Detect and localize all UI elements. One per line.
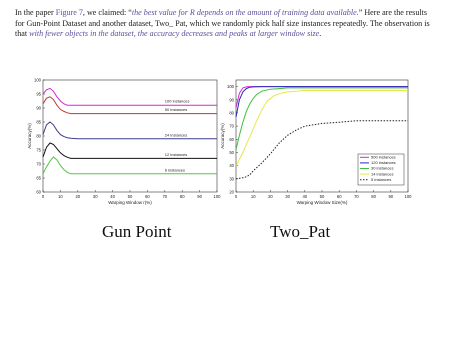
x-tick-label: 90 (388, 194, 394, 199)
x-tick-label: 30 (285, 194, 290, 199)
gun-point-chart (27, 74, 225, 214)
x-tick-label: 100 (213, 194, 221, 199)
figure-reference-link[interactable]: Figure 7 (55, 8, 83, 17)
y-tick-label: 70 (229, 123, 234, 129)
x-tick-label: 50 (127, 194, 133, 199)
x-tick-label: 10 (58, 194, 63, 199)
y-tick-label: 90 (229, 97, 234, 103)
x-axis-label: Warping Window Size(%) (296, 200, 348, 205)
y-tick-label: 30 (229, 176, 234, 182)
y-tick-label: 20 (229, 189, 234, 195)
x-tick-label: 20 (75, 194, 81, 199)
x-tick-label: 10 (250, 194, 256, 199)
y-tick-label: 70 (36, 161, 41, 167)
legend-label: 500 instances (371, 154, 396, 160)
x-tick-label: 100 (404, 194, 412, 199)
y-tick-label: 85 (36, 119, 41, 125)
intro-text-4: . (319, 29, 322, 38)
y-tick-label: 75 (36, 147, 41, 153)
y-axis-label: Accuracy(%) (27, 123, 32, 149)
x-tick-label: 60 (145, 194, 150, 199)
series-label: 50 instances (164, 107, 188, 113)
y-tick-label: 60 (36, 189, 41, 195)
y-tick-label: 95 (36, 91, 41, 97)
x-tick-label: 50 (319, 194, 325, 199)
series-label: 6 instances (164, 167, 186, 173)
intro-text-3: ” Here are the results for Gun-Point Dataset and another dataset, Two_ Pat, which we randomly pick half size instances repeatedly. The observation is that (15, 8, 430, 38)
x-tick-label: 80 (371, 194, 376, 199)
y-tick-label: 100 (34, 77, 41, 83)
x-tick-label: 60 (336, 194, 342, 199)
x-axis-label: Warping Window r(%) (108, 200, 152, 205)
legend-label: 14 instances (371, 171, 394, 177)
x-tick-label: 80 (179, 194, 185, 199)
x-tick-label: 20 (268, 194, 273, 199)
y-tick-label: 90 (36, 105, 41, 111)
y-tick-label: 80 (229, 110, 234, 116)
caption-gun-point: Gun Point (102, 222, 172, 241)
intro-paragraph (15, 8, 435, 40)
series-label: 24 instances (164, 132, 188, 138)
y-axis-label: Accuracy(%) (220, 123, 225, 149)
y-tick-label: 40 (229, 163, 234, 169)
y-tick-label: 65 (36, 175, 41, 181)
x-tick-label: 40 (302, 194, 308, 199)
y-tick-label: 60 (229, 136, 234, 142)
series-label: 100 instances (164, 98, 190, 104)
x-tick-label: 70 (162, 194, 168, 199)
legend-label: 120 instances (371, 160, 396, 166)
intro-text-1: In the paper (15, 8, 56, 17)
series-label: 12 instances (164, 151, 188, 157)
intro-quote: the best value for R depends on the amount of training data available. (131, 8, 359, 17)
plot-area (43, 80, 217, 192)
x-tick-label: 0 (234, 194, 238, 199)
y-tick-label: 100 (227, 84, 234, 90)
x-tick-label: 30 (92, 194, 98, 199)
intro-text-2: , we claimed: “ (82, 8, 132, 17)
x-tick-label: 40 (110, 194, 115, 199)
x-tick-label: 0 (41, 194, 45, 199)
y-tick-label: 50 (229, 149, 234, 155)
x-tick-label: 90 (197, 194, 202, 199)
two-pat-chart (212, 74, 420, 214)
legend-label: 30 instances (371, 165, 394, 171)
y-tick-label: 80 (36, 133, 41, 139)
x-tick-label: 70 (354, 194, 359, 199)
caption-two-pat: Two_Pat (270, 222, 331, 241)
intro-observation: with fewer objects in the dataset, the accuracy decreases and peaks at larger window size (29, 29, 320, 38)
legend-label: 5 instances (371, 176, 392, 182)
